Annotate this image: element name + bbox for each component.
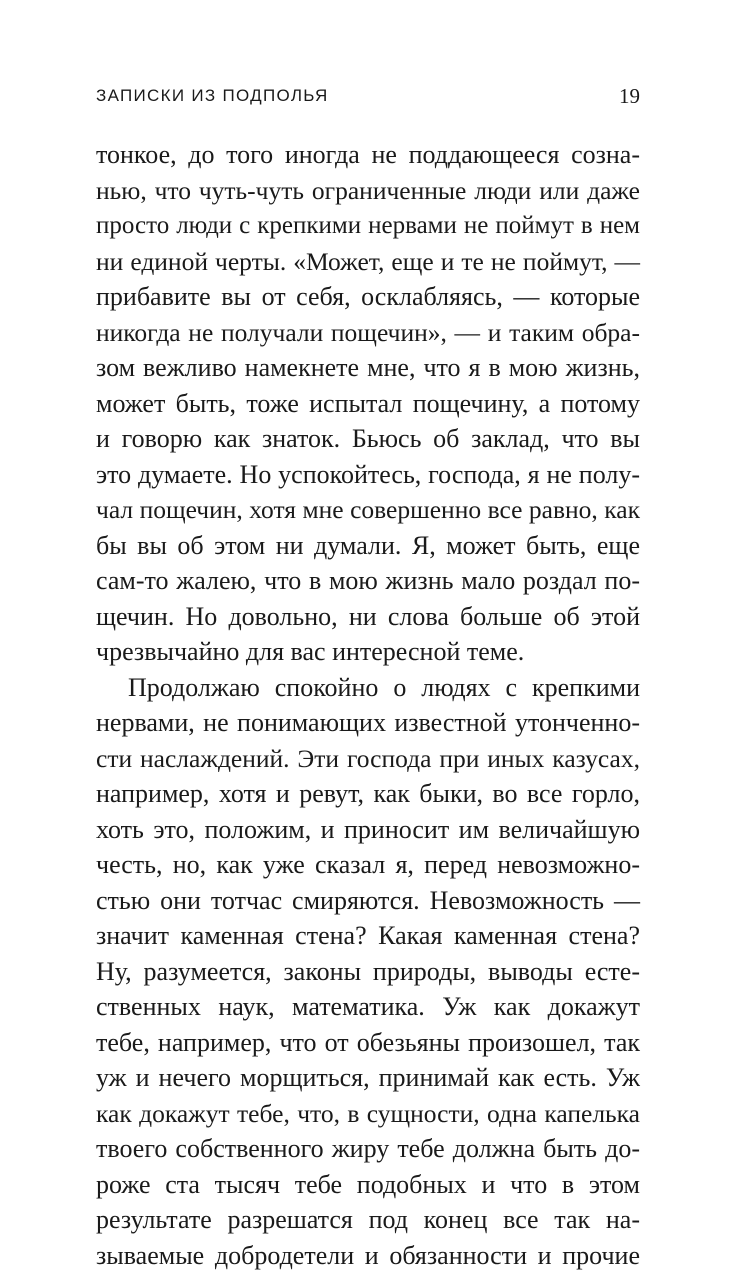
text-line: нью, что чуть-чуть ограниченные люди или даже bbox=[96, 173, 640, 209]
text-line: ни единой черты. «Может, еще и те не поймут, — bbox=[96, 244, 640, 280]
text-line: зом вежливо намекнете мне, что я в мою жизнь, bbox=[96, 350, 640, 386]
running-title: ЗАПИСКИ ИЗ ПОДПОЛЬЯ bbox=[96, 84, 329, 108]
text-line: прибавите вы от себя, осклабляясь, — которые bbox=[96, 279, 640, 315]
body-text bbox=[96, 137, 640, 1273]
text-line: нервами, не понимающих известной утонченно- bbox=[96, 705, 640, 741]
text-line: и говорю как знаток. Бьюсь об заклад, что вы bbox=[96, 421, 640, 457]
text-line: никогда не получали пощечин», — и таким обра- bbox=[96, 315, 640, 351]
text-line: стью они тотчас смиряются. Невозможность — bbox=[96, 883, 640, 919]
text-line: твоего собственного жиру тебе должна быть до- bbox=[96, 1131, 640, 1167]
page-number: 19 bbox=[619, 84, 640, 108]
text-line: честь, но, как уже сказал я, перед невозможно- bbox=[96, 847, 640, 883]
text-line: например, хотя и ревут, как быки, во все горло, bbox=[96, 776, 640, 812]
text-line: Продолжаю спокойно о людях с крепкими bbox=[96, 670, 640, 706]
text-line: просто люди с крепкими нервами не поймут в нем bbox=[96, 208, 640, 244]
text-line: уж и нечего морщиться, принимай как есть. Уж bbox=[96, 1060, 640, 1096]
text-line: тонкое, до того иногда не поддающееся созна- bbox=[96, 137, 640, 173]
text-line: хоть это, положим, и приносит им величайшую bbox=[96, 812, 640, 848]
text-line: это думаете. Но успокойтесь, господа, я не полу- bbox=[96, 457, 640, 493]
text-line: зываемые добродетели и обязанности и прочие bbox=[96, 1238, 640, 1273]
text-line: чал пощечин, хотя мне совершенно все равно, как bbox=[96, 492, 640, 528]
text-line: Ну, разумеется, законы природы, выводы есте- bbox=[96, 954, 640, 990]
text-line: бы вы об этом ни думали. Я, может быть, еще bbox=[96, 528, 640, 564]
running-header bbox=[96, 84, 640, 112]
text-line: может быть, тоже испытал пощечину, а потому bbox=[96, 386, 640, 422]
paragraph-2 bbox=[96, 670, 640, 1273]
paragraph-1 bbox=[96, 137, 640, 670]
text-line: роже ста тысяч тебе подобных и что в этом bbox=[96, 1167, 640, 1203]
text-line: сам-то жалею, что в мою жизнь мало роздал по- bbox=[96, 563, 640, 599]
text-line: сти наслаждений. Эти господа при иных казусах, bbox=[96, 741, 640, 777]
text-line: тебе, например, что от обезьяны произошел, так bbox=[96, 1025, 640, 1061]
text-line: значит каменная стена? Какая каменная стена? bbox=[96, 918, 640, 954]
text-line: как докажут тебе, что, в сущности, одна капелька bbox=[96, 1096, 640, 1132]
text-line: щечин. Но довольно, ни слова больше об этой bbox=[96, 599, 640, 635]
text-line: чрезвычайно для вас интересной теме. bbox=[96, 634, 640, 670]
text-line: результате разрешатся под конец все так на- bbox=[96, 1202, 640, 1238]
text-line: ственных наук, математика. Уж как докажут bbox=[96, 989, 640, 1025]
